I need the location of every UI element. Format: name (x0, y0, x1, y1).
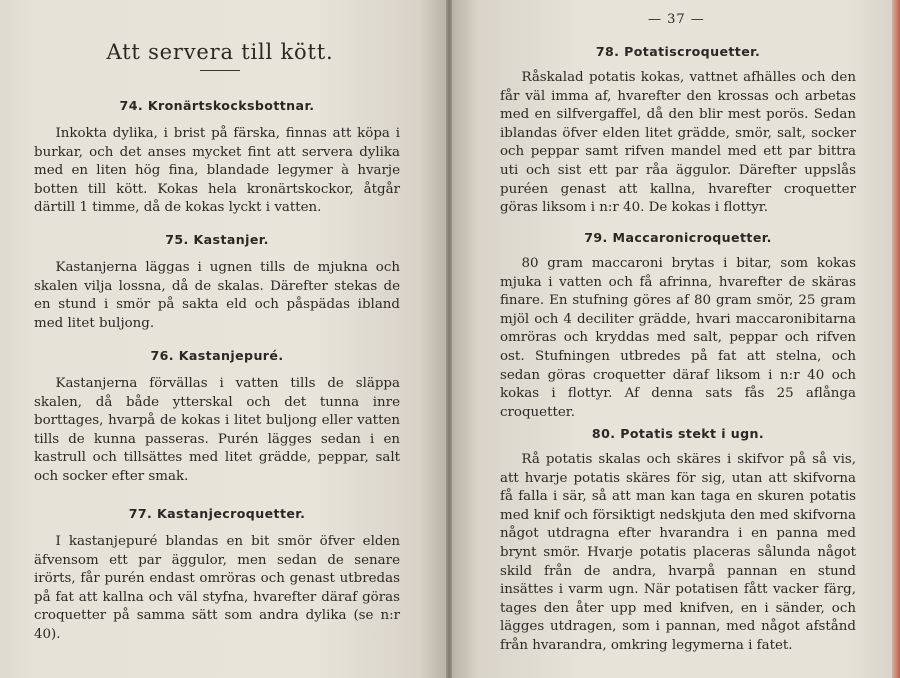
section-body (34, 375, 400, 487)
section-title: 74. Kronärtskocksbottnar. (119, 98, 315, 113)
right-page (452, 0, 892, 678)
section-body-text: Inkokta dylika, i brist på färska, finnas att köpa i burkar, och det anses mycket fint att servera dylika med en liten hög fina, blandade legymer à hvarje botten till kött. Kokas hela kronärtskockor, åtgår därtill 1 timme, då de kokas lyckt i vatten. (34, 126, 400, 216)
section-title: 76. Kastanjepuré. (150, 348, 284, 363)
chapter-heading: Att servera till kött. (106, 40, 334, 64)
section-body (34, 125, 400, 218)
heading-rule (200, 70, 240, 71)
section-body-text: Kastanjerna läggas i ugnen tills de mjukna och skalen vilja lossna, då de skalas. Därefter stekas de en stund i smör på sakta eld och påspädas ibland med litet buljong. (34, 260, 400, 331)
section-76 (34, 348, 400, 487)
section-77 (34, 506, 400, 645)
section-body (34, 533, 400, 645)
section-body-text: Råskalad potatis kokas, vattnet afhälles och den får väl imma af, hvarefter den krossas och arbetas med en silfvergaffel, då den blir mest porös. Sedan iblandas öfver elden litet grädde, smör, salt, socker och peppar samt rifven mandel med ett par bittra uti och sist ett par råa äggulor. Därefter uppslås puréen genast att kallna, hvarefter croquetter göras liksom i n:r 40. De kokas i flottyr. (500, 70, 856, 216)
section-body (500, 451, 856, 656)
section-body (500, 69, 856, 218)
section-body-text: Rå potatis skalas och skäres i skifvor på så vis, att hvarje potatis skäres för sig, utan att skifvorna få falla i sär, så att man kan taga en skuren potatis med knif och försiktigt nedskjuta den med skifvorna något utdragna efter hvarandra i en panna med brynt smör. Hvarje potatis placeras sålunda något skild från de andra, hvarpå pannan en stund insättes i varm ugn. När potatisen fått vacker färg, tages den åter upp med knifven, en i sänder, och lägges utdragen, som i pannan, med något afstånd från hvarandra, omkring legymerna i fatet. (500, 452, 856, 653)
left-page (0, 0, 446, 678)
book-edge (892, 0, 900, 678)
section-75 (34, 232, 400, 333)
section-74 (34, 98, 400, 218)
section-title: 79. Maccaronicroquetter. (584, 230, 772, 245)
section-body-text: Kastanjerna förvällas i vatten tills de släppa skalen, då både ytterskal och det tunna inre borttages, hvarpå de kokas i litet buljong eller vatten tills de kunna passeras. Purén lägges sedan i en kastrull och tillsättes med litet grädde, peppar, salt och socker efter smak. (34, 376, 400, 484)
section-80 (500, 426, 856, 656)
section-title: 77. Kastanjecroquetter. (128, 506, 306, 521)
section-title: 75. Kastanjer. (165, 232, 269, 247)
section-title: 80. Potatis stekt i ugn. (591, 426, 765, 441)
section-body (500, 255, 856, 422)
section-body (34, 259, 400, 333)
section-body-text: I kastanjepuré blandas en bit smör öfver elden äfvensom ett par äggulor, men sedan de senare irörts, får purén endast omröras och genast utbredas på fat att kallna och väl styfna, hvarefter däraf göras croquetter på samma sätt som andra dylika (se n:r 40). (34, 534, 400, 642)
section-title: 78. Potatiscroquetter. (595, 44, 761, 59)
section-78 (500, 44, 856, 218)
section-79 (500, 230, 856, 422)
section-body-text: 80 gram maccaroni brytas i bitar, som kokas mjuka i vatten och få afrinna, hvarefter de skäras finare. En stufning göres af 80 gram smör, 25 gram mjöl och 4 deciliter grädde, hvari maccaronibitarna omröras och kryddas med salt, peppar och rifven ost. Stufningen utbredes på fat att stelna, och sedan göras croquetter däraf liksom i n:r 40 och kokas i flottyr. Af denna sats fås 25 aflånga croquetter. (500, 256, 856, 420)
chapter-heading-block (60, 40, 380, 71)
page-number: — 37 — (648, 12, 705, 27)
